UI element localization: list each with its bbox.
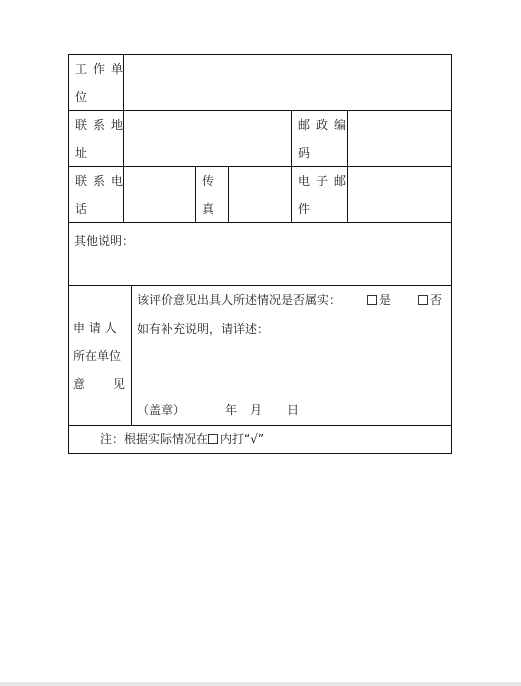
email-label-cont: 件 (298, 202, 311, 216)
table-line (195, 166, 196, 222)
table-line (451, 54, 452, 454)
no-checkbox[interactable] (418, 295, 428, 305)
address-label-cont: 址 (75, 146, 88, 160)
table-line (68, 166, 452, 167)
table-line (291, 110, 292, 222)
footnote-suffix: 内打“√” (220, 432, 265, 446)
yes-checkbox[interactable] (367, 295, 377, 305)
phone-label-cont: 话 (75, 202, 88, 216)
opinion-label-end-b: 见 (113, 377, 126, 391)
table-line (68, 425, 452, 426)
table-line (68, 222, 452, 223)
table-line (68, 54, 452, 55)
footnote (100, 431, 264, 447)
other-notes-label: 其他说明： (74, 234, 135, 248)
verification-question: 该评价意见出具人所述情况是否属实： (137, 293, 342, 307)
supplement-prompt: 如有补充说明，请详述： (137, 322, 270, 336)
page-bottom-edge (0, 682, 521, 686)
yes-option-label: 是 (379, 293, 392, 307)
table-line (68, 110, 452, 111)
fax-label: 传 (202, 174, 215, 188)
table-line (228, 166, 229, 222)
table-line (68, 54, 69, 454)
table-line (131, 285, 132, 425)
month-label: 月 (250, 403, 263, 417)
day-label: 日 (287, 403, 300, 417)
phone-label: 联系电 (75, 174, 130, 188)
email-label: 电子邮 (298, 174, 353, 188)
table-line (123, 54, 124, 222)
fax-label-cont: 真 (202, 202, 215, 216)
checkbox-symbol-icon (208, 434, 218, 444)
postcode-label-cont: 码 (298, 146, 311, 160)
address-label: 联系地 (75, 118, 130, 132)
opinion-label-cont: 所在单位 (73, 349, 122, 363)
postcode-label: 邮政编 (298, 118, 353, 132)
opinion-label: 申 请 人 (73, 321, 117, 335)
footnote-prefix: 注：根据实际情况在 (100, 432, 209, 446)
opinion-label-end-a: 意 (73, 377, 86, 391)
no-option-label: 否 (430, 293, 443, 307)
work-unit-label-cont: 位 (75, 90, 88, 104)
seal-label: （盖章） (137, 403, 186, 417)
table-line (68, 285, 452, 286)
table-line (68, 453, 452, 454)
work-unit-label: 工作单 (75, 62, 130, 76)
year-label: 年 (225, 403, 238, 417)
